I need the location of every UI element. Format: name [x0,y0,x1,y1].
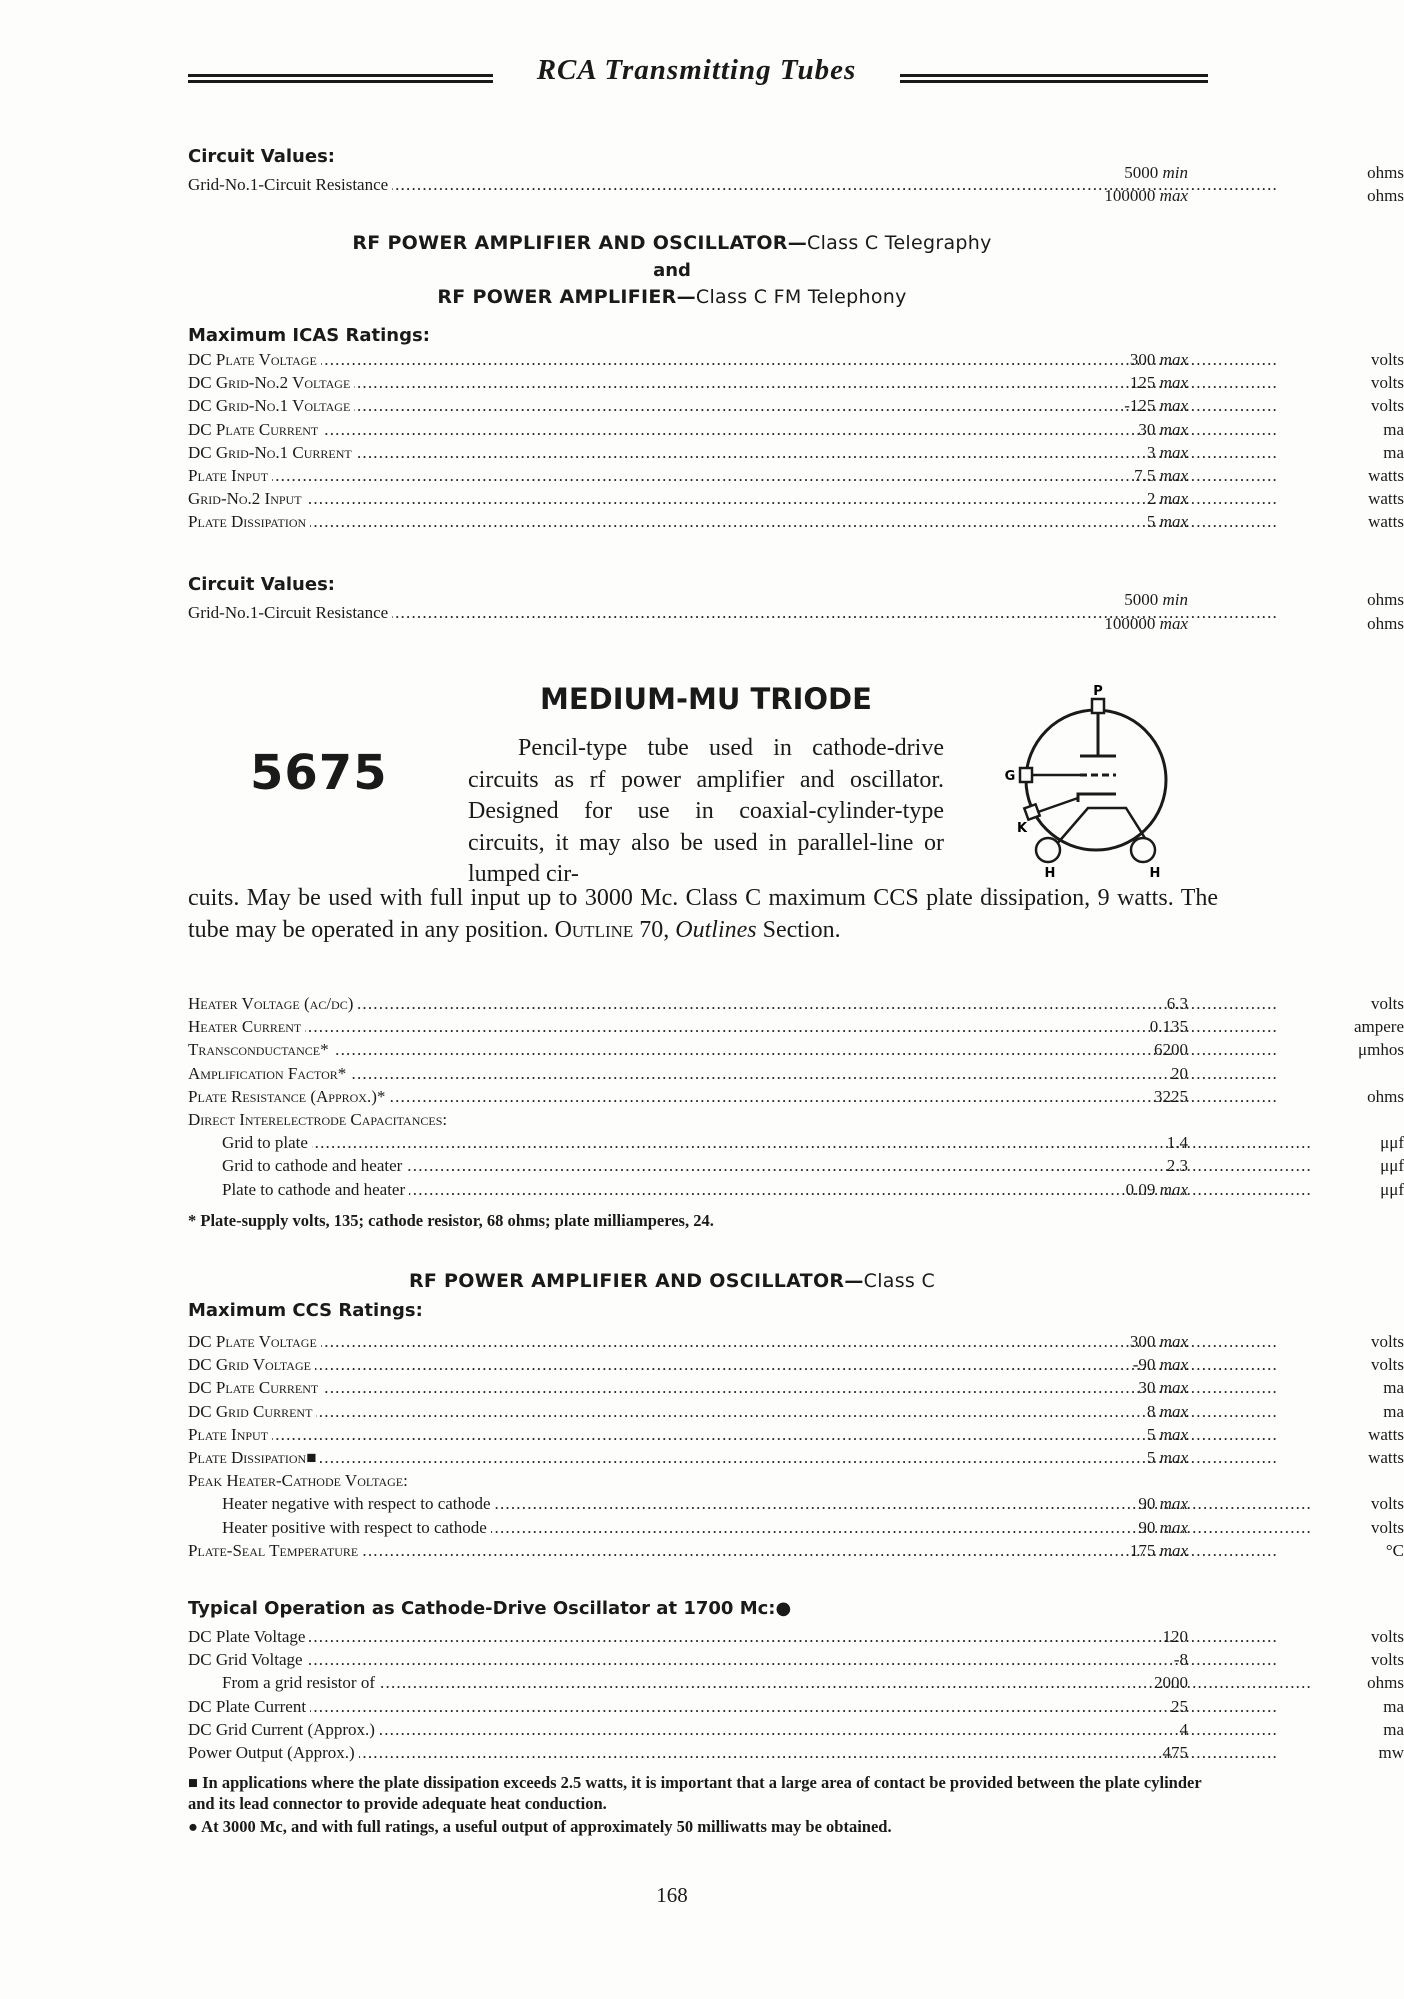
table-row [188,1492,1404,1515]
row-label: DC Grid-No.1 Current ..... [188,441,953,464]
row-unit: volts [1370,1332,1404,1351]
row-unit: volts [1370,1355,1404,1375]
table-row [188,1062,1218,1085]
table-row [188,1038,1404,1061]
row-value: 300 max [1129,350,1188,369]
row-value: 6200 [1154,1040,1188,1060]
row-value: 125 max [1129,373,1188,393]
row-value: 2 max [1146,489,1188,509]
row-value: 5000 min [1124,163,1188,182]
row-value: 2000 [1154,1673,1188,1693]
row-value: 6.3 [1166,994,1188,1013]
row-value: 175 max [1129,1540,1188,1560]
row-unit: volts [1370,1650,1404,1670]
table-row [188,510,1404,533]
symbol-label-g: G [1004,769,1016,784]
row-label: Plate Dissipation ..... [188,510,953,533]
characteristics-footnote: * Plate-supply volts, 135; cathode resistor, 68 ohms; plate milliamperes, 24. [188,1211,714,1230]
row-value: -125 max [1124,396,1188,416]
row-unit: volts [1370,373,1404,393]
row-value: 20 [1171,1063,1188,1083]
header-title: RCA Transmitting Tubes [536,54,857,86]
characteristics-table [188,992,1404,1201]
row-value: 4 [1179,1719,1188,1739]
table-row [188,441,1404,464]
row-unit: volts [1370,1494,1404,1514]
row-label: DC Plate Current ..... [188,1695,953,1718]
section-heading-telegraphy: RF POWER AMPLIFIER AND OSCILLATOR—Class C Telegraphy [352,232,992,254]
row-label: Heater positive with respect to cathode ..... [222,1516,953,1539]
row-unit: watts [1368,465,1404,485]
row-label: Heater negative with respect to cathode ..... [222,1492,953,1515]
row-label: DC Grid-No.1 Voltage ..... [188,394,953,417]
row-unit: ohms [1367,590,1404,609]
header-rule-left [188,74,493,83]
row-label: Amplification Factor* ..... [188,1062,953,1085]
row-unit: watts [1368,1447,1404,1467]
typical-operation-table [188,1625,1404,1764]
tube-description-narrow: Pencil-type tube used in cathode-drive circuits as rf power amplifier and oscillator. Designed for use in coaxial-cylinder-type circuits, it may also be used in parallel-line or lumped cir- [468,735,944,887]
row-value: -90 max [1132,1355,1188,1375]
row-label: DC Grid Current (Approx.) ..... [188,1718,953,1741]
row-unit: ma [1383,442,1404,462]
row-label: Plate Input ..... [188,1423,953,1446]
row-value: 5000 min [1124,590,1188,609]
row-label: DC Grid Voltage ..... [188,1353,953,1376]
row-unit: ma [1383,1719,1404,1739]
row-label: DC Plate Voltage ..... [188,348,953,371]
row-value: 0.135 [1149,1017,1188,1037]
table-row [188,1446,1404,1469]
row-value: 300 max [1129,1332,1188,1351]
row-unit: μmhos [1358,1040,1404,1060]
table-row [188,1671,1404,1694]
circuit-values-label-2: Circuit Values: [188,574,335,595]
row-value: 30 max [1138,419,1188,439]
row-value: 3225 [1154,1086,1188,1106]
ccs-ratings-label: Maximum CCS Ratings: [188,1300,423,1321]
table-row [188,1718,1404,1741]
tube-number: 5675 [250,745,388,801]
row-unit: μμf [1380,1133,1404,1153]
table-row [188,1085,1404,1108]
table-row [188,992,1404,1015]
row-label: DC Plate Current ..... [188,418,953,441]
row-unit: watts [1368,512,1404,532]
row-label: Grid to plate ..... [222,1131,953,1154]
symbol-label-k: K [1016,821,1028,836]
row-label: Plate to cathode and heater ..... [222,1178,953,1201]
tube-description-full: cuits. May be used with full input up to 3000 Mc. Class C maximum CCS plate dissipation, 9 watts. The tube may be operated in any position. Outline 70, Outlines Section. [188,885,1218,943]
section-heading-class-c: RF POWER AMPLIFIER AND OSCILLATOR—Class C [408,1270,936,1292]
table-row [188,1648,1404,1671]
row-unit: ma [1383,1401,1404,1421]
table-row [188,588,1404,634]
row-unit: watts [1368,1424,1404,1444]
row-label: Grid-No.2 Input ..... [188,487,953,510]
row-value: 8 max [1146,1401,1188,1421]
table-row [188,1539,1404,1562]
page-number: 168 [656,1883,688,1907]
row-label: DC Plate Voltage ..... [188,1330,953,1353]
running-header [188,54,1208,98]
table-row [188,418,1404,441]
row-label: Heater Current ..... [188,1015,953,1038]
row-value: 25 [1171,1696,1188,1716]
ccs-ratings-table [188,1330,1404,1562]
table-row [188,371,1404,394]
row-unit: mw [1378,1742,1404,1762]
row-label: Transconductance* ..... [188,1038,953,1061]
triode-symbol-icon [1000,680,1200,880]
row-label: From a grid resistor of ..... [222,1671,953,1694]
row-label: Peak Heater-Cathode Voltage: [188,1469,953,1492]
row-value: 100000 max [1104,614,1188,633]
row-unit: volts [1370,1627,1404,1646]
table-row [188,1015,1404,1038]
row-value: 5 max [1146,512,1188,532]
table-row [188,1741,1404,1764]
row-value: 3 max [1146,442,1188,462]
tube-type-title: MEDIUM-MU TRIODE [540,682,872,716]
symbol-label-p: P [1093,684,1103,699]
row-unit: ma [1383,419,1404,439]
table-row [188,1330,1404,1353]
section-heading-fm-telephony: RF POWER AMPLIFIER—Class C FM Telephony [437,286,907,308]
row-label: Plate Resistance (Approx.)* ..... [188,1085,953,1108]
row-label: Grid-No.1-Circuit Resistance ..... [188,601,953,624]
row-value: 1.4 [1166,1133,1188,1153]
row-label: Plate-Seal Temperature ..... [188,1539,953,1562]
table-row [188,1469,1218,1492]
row-value: 5 max [1146,1447,1188,1467]
row-label: DC Grid Current ..... [188,1400,953,1423]
table-row [188,1108,1218,1131]
table-row [188,464,1404,487]
row-value: 2.3 [1166,1156,1188,1176]
row-value: 5 max [1146,1424,1188,1444]
icas-ratings-table [188,348,1404,534]
row-unit: ohms [1367,163,1404,182]
row-unit: ampere [1353,1017,1404,1037]
row-unit: ohms [1367,614,1404,633]
row-unit: volts [1370,350,1404,369]
row-unit: ma [1383,1696,1404,1716]
row-label: Plate Input ..... [188,464,953,487]
table-row [188,487,1404,510]
symbol-label-h2: H [1149,866,1161,881]
row-label: Grid-No.1-Circuit Resistance ..... [188,173,953,196]
table-row [188,1178,1404,1201]
icas-ratings-label: Maximum ICAS Ratings: [188,325,430,346]
row-unit: volts [1370,994,1404,1013]
table-row [188,1423,1404,1446]
row-label: DC Plate Current ..... [188,1376,953,1399]
row-value: 90 max [1138,1517,1188,1537]
row-value: 30 max [1138,1378,1188,1398]
typical-operation-label: Typical Operation as Cathode-Drive Oscillator at 1700 Mc:● [188,1598,792,1619]
table-row [188,348,1404,371]
row-label: Power Output (Approx.) ..... [188,1741,953,1764]
symbol-label-h1: H [1044,866,1056,881]
row-value: 0.09 max [1125,1179,1188,1199]
header-rule-right [900,74,1208,83]
row-value: 90 max [1138,1494,1188,1514]
table-row [188,1516,1404,1539]
circuit-values-label-1: Circuit Values: [188,146,335,167]
row-unit: μμf [1380,1156,1404,1176]
output-footnote: ● At 3000 Mc, and with full ratings, a useful output of approximately 50 milliwatts may be obtained. [188,1817,892,1836]
table-row [188,1154,1404,1177]
table-row [188,1131,1404,1154]
row-unit: ma [1383,1378,1404,1398]
row-label: DC Grid-No.2 Voltage ..... [188,371,953,394]
row-label: DC Grid Voltage ..... [188,1648,953,1671]
table-row [188,1695,1404,1718]
row-value: 475 [1162,1742,1188,1762]
section-heading-and: and [653,260,691,281]
row-unit: watts [1368,489,1404,509]
row-label: DC Plate Voltage ..... [188,1625,953,1648]
row-unit: ohms [1367,1673,1404,1693]
table-row [188,1353,1404,1376]
row-unit: μμf [1380,1179,1404,1199]
row-value: 7.5 max [1134,465,1188,485]
row-label: Direct Interelectrode Capacitances: [188,1108,953,1131]
table-row [188,161,1404,207]
table-row [188,394,1404,417]
row-label: Grid to cathode and heater ..... [222,1154,953,1177]
row-value: 120 [1162,1627,1188,1646]
row-unit: volts [1370,1517,1404,1537]
row-label: Plate Dissipation■ ..... [188,1446,953,1469]
row-unit: °C [1385,1540,1404,1560]
circuit-values-table-1 [188,161,1404,207]
table-row [188,1625,1404,1648]
plate-dissipation-footnote: ■ In applications where the plate dissipation exceeds 2.5 watts, it is important that a large area of contact be provided between the plate cylinder and its lead connector to provide adequate heat conduction. [188,1773,1202,1813]
row-value: -8 [1173,1650,1188,1670]
row-unit: volts [1370,396,1404,416]
table-row [188,1376,1404,1399]
row-value: 100000 max [1104,186,1188,205]
circuit-values-table-2 [188,588,1404,634]
table-row [188,1400,1404,1423]
row-unit: ohms [1367,186,1404,205]
row-unit: ohms [1367,1086,1404,1106]
row-label: Heater Voltage (ac/dc) ..... [188,992,953,1015]
